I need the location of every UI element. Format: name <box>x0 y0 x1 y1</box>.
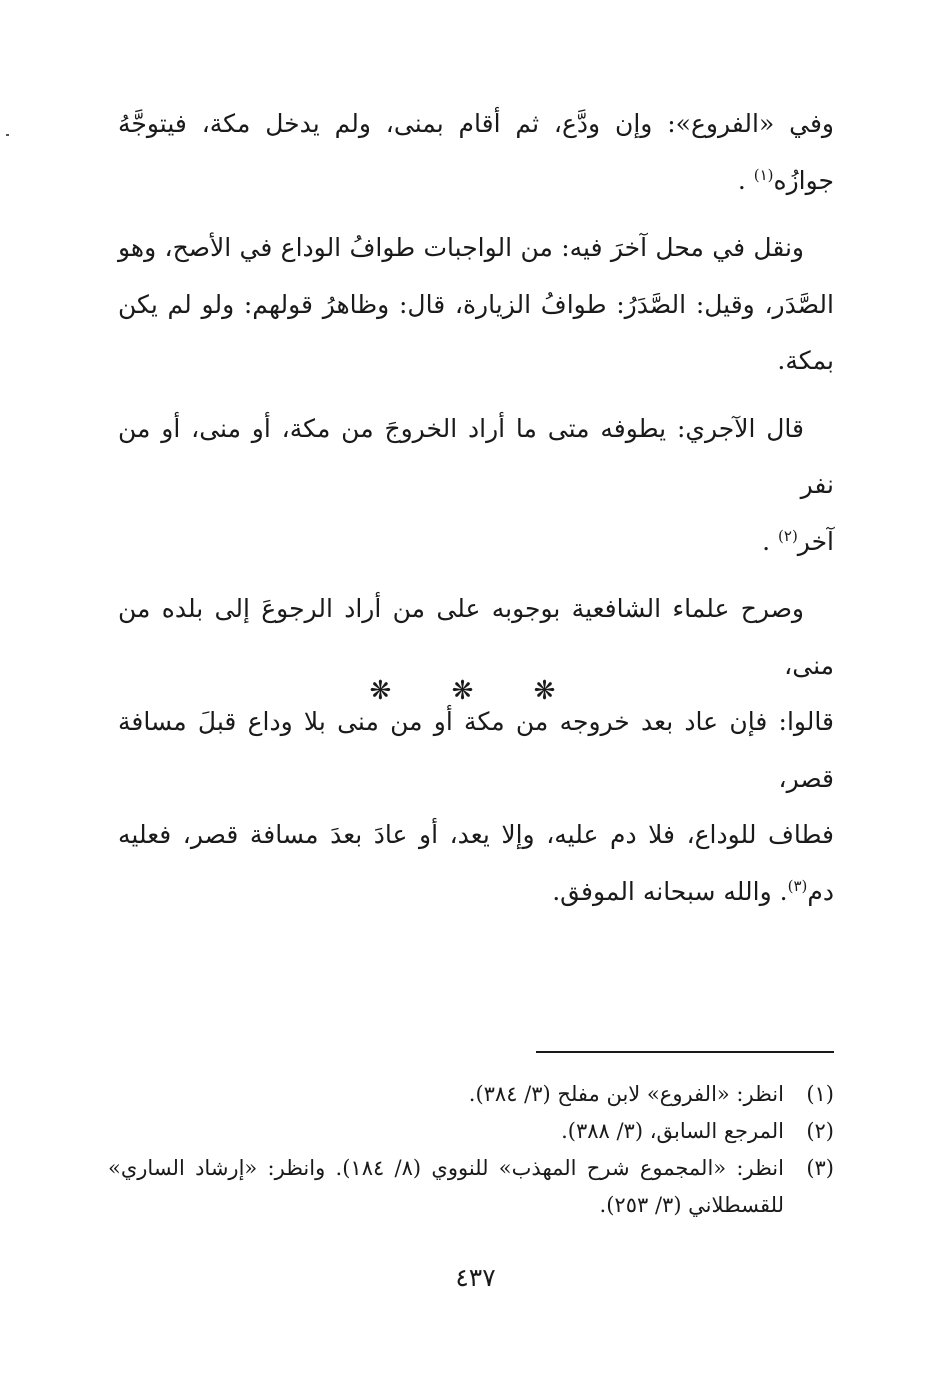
paragraph-1 <box>118 96 834 209</box>
footnote-line: انظر: «الفروع» لابن مفلح (٣/ ٣٨٤). <box>468 1082 784 1106</box>
footnote-line: للقسطلاني (٣/ ٢٥٣). <box>599 1193 784 1217</box>
text-line <box>118 401 834 514</box>
text-fragment: قال الآجري: يطوفه متى ما أراد الخروجَ من مكة، أو منى، أو من نفر <box>118 413 834 499</box>
paragraph-3 <box>118 401 834 571</box>
footnote-number: (١) <box>806 1082 834 1106</box>
text-fragment: آخر <box>797 526 834 556</box>
footnote-separator <box>536 1051 834 1053</box>
main-text <box>118 96 834 931</box>
text-fragment: . والله سبحانه الموفق. <box>552 876 788 906</box>
text-fragment: . <box>737 165 746 195</box>
text-line <box>118 864 834 921</box>
footnote-line: المرجع السابق، (٣/ ٣٨٨). <box>561 1119 784 1143</box>
footnote-number: (٣) <box>806 1156 834 1180</box>
paragraph-4 <box>118 581 834 920</box>
text-fragment: دم <box>807 876 834 906</box>
footnote-reference[interactable]: (٣) <box>787 876 808 895</box>
page-number: ٤٣٧ <box>455 1263 496 1292</box>
text-line <box>118 514 834 571</box>
footnote-text <box>108 1150 784 1224</box>
footnote-3 <box>108 1150 834 1224</box>
text-fragment: ونقل في محل آخرَ فيه: من الواجبات طوافُ الوداع في الأصح، وهو <box>118 233 804 262</box>
scan-speck <box>6 134 9 136</box>
footnote-number: (٢) <box>806 1119 834 1143</box>
text-fragment: جوازُه <box>773 165 834 195</box>
text-line: قالوا: فإن عاد بعد خروجه من مكة أو من منى بلا وداع قبلَ مسافة قصر، <box>118 707 834 793</box>
footnotes <box>108 1076 834 1224</box>
text-fragment: . <box>762 526 771 556</box>
footnote-2 <box>108 1113 834 1150</box>
footnote-line: انظر: «المجموع شرح المهذب» للنووي (٨/ ١٨٤). وانظر: «إرشاد الساري» <box>108 1156 784 1180</box>
footnote-1 <box>108 1076 834 1113</box>
text-line <box>118 220 834 277</box>
paragraph-2 <box>118 220 834 390</box>
text-line: بمكة. <box>777 346 834 375</box>
section-divider-stars: ❋ ❋ ❋ <box>369 676 582 706</box>
footnote-reference[interactable]: (١) <box>753 165 774 184</box>
text-line <box>118 153 834 210</box>
footnote-text <box>108 1113 784 1150</box>
text-line: وفي «الفروع»: وإن ودَّع، ثم أقام بمنى، ولم يدخل مكة، فيتوجَّهُ <box>118 109 834 138</box>
footnote-text <box>108 1076 784 1113</box>
text-line: فطاف للوداع، فلا دم عليه، وإلا يعد، أو عادَ بعدَ مسافة قصر، فعليه <box>118 820 834 849</box>
text-line: الصَّدَر، وقيل: الصَّدَرُ: طوافُ الزيارة، قال: وظاهرُ قولهم: ولو لم يكن <box>118 289 834 319</box>
footnote-reference[interactable]: (٢) <box>778 526 798 545</box>
text-fragment: وصرح علماء الشافعية بوجوبه على من أراد الرجوعَ إلى بلده من منى، <box>118 594 834 680</box>
